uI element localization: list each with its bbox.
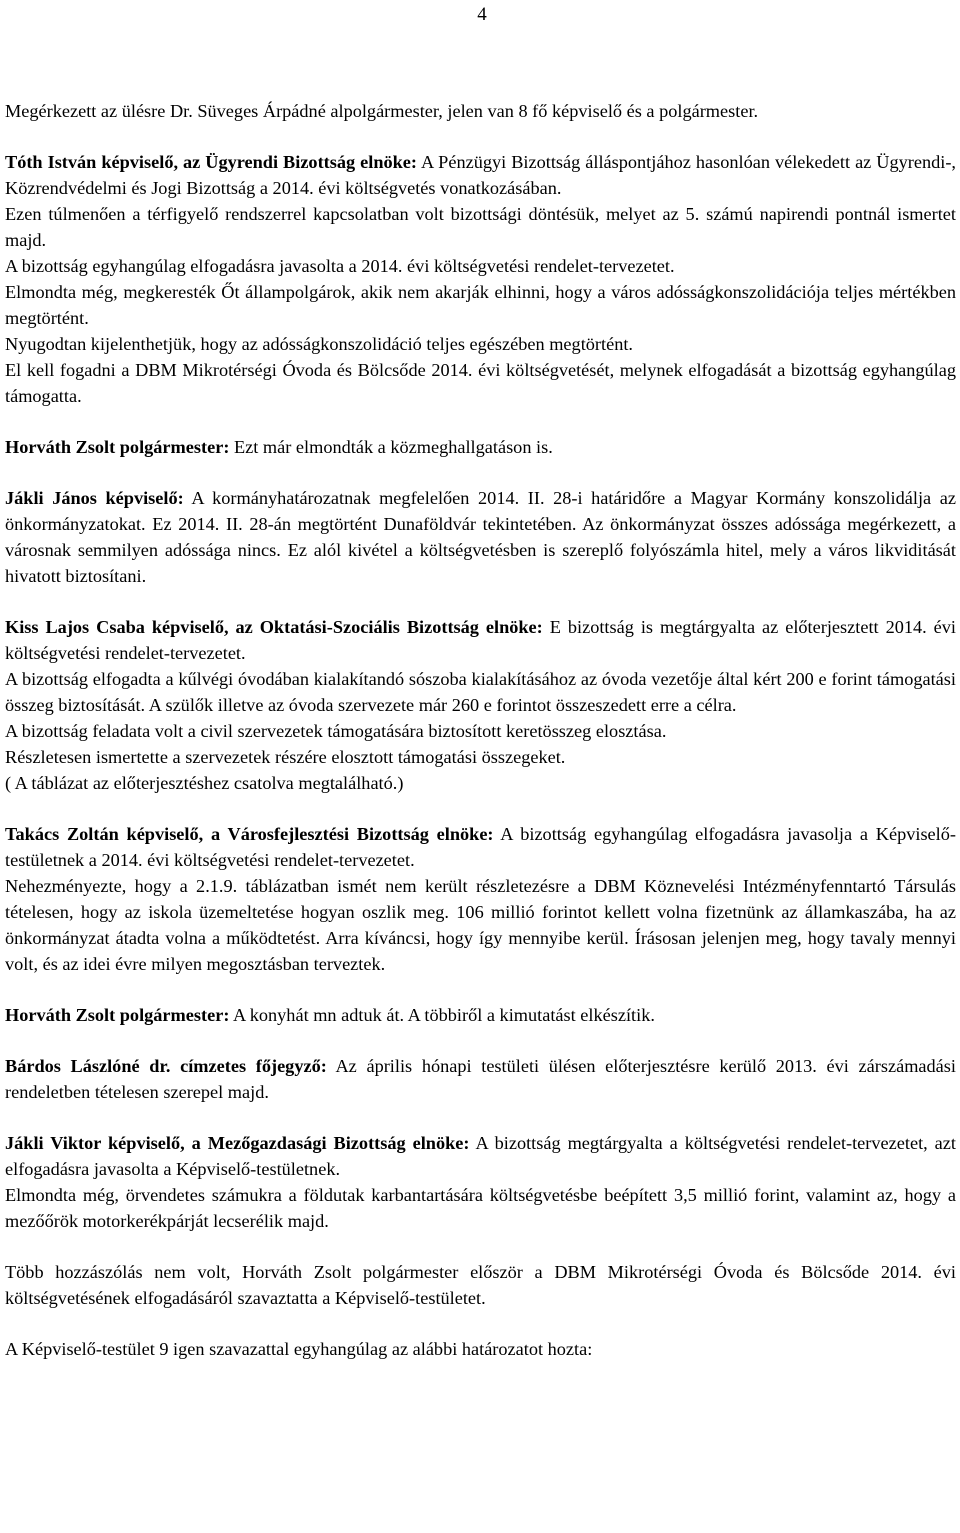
text-line: [5, 485, 956, 589]
text-line: [5, 331, 956, 357]
line-text: Részletesen ismertette a szervezetek részére elosztott támogatási összegeket.: [5, 747, 566, 767]
line-text: Elmondta még, megkeresték Őt állampolgárok, akik nem akarják elhinni, hogy a város adósságkonszolidációja teljes mértékben megtörtént.: [5, 282, 956, 328]
speaker-name: Tóth István képviselő, az Ügyrendi Bizottság elnöke:: [5, 152, 418, 172]
speaker-name: Takács Zoltán képviselő, a Városfejlesztési Bizottság elnöke:: [5, 824, 494, 844]
line-text: El kell fogadni a DBM Mikrotérségi Óvoda és Bölcsőde 2014. évi költségvetését, melynek elfogadását a bizottság egyhangúlag támogatta.: [5, 360, 956, 406]
text-line: [5, 666, 956, 718]
line-text: A bizottság megtárgyalta a költségvetési rendelet-tervezetet, azt elfogadásra javasolta a Képviselő-testületnek.: [5, 1133, 956, 1179]
speaker-name: Horváth Zsolt polgármester:: [5, 437, 230, 457]
paragraph: [5, 485, 956, 589]
text-line: [5, 770, 956, 796]
line-text: A Pénzügyi Bizottság álláspontjához hasonlóan vélekedett az Ügyrendi-, Közrendvédelmi és Jogi Bizottság a 2014. évi költségvetés vonatkozásában.: [5, 152, 956, 198]
page-number: 4: [477, 4, 487, 25]
text-line: [5, 1053, 956, 1105]
line-text: Ezen túlmenően a térfigyelő rendszerrel kapcsolatban volt bizottsági döntésük, melyet az 5. számú napirendi pontnál ismertet majd.: [5, 204, 956, 250]
text-line: [5, 1130, 956, 1182]
paragraph: [5, 1259, 956, 1311]
speaker-name: Jákli Viktor képviselő, a Mezőgazdasági Bizottság elnöke:: [5, 1133, 470, 1153]
line-text: Az április hónapi testületi ülésen előterjesztésre kerülő 2013. évi zárszámadási rendeletben tételesen szerepel majd.: [5, 1056, 956, 1102]
line-text: Elmondta még, örvendetes számukra a földutak karbantartására költségvetésbe beépített 3,5 millió forint, valamint az, hogy a mezőőrök motorkerékpárját lecserélik majd.: [5, 1185, 956, 1231]
text-line: [5, 1336, 956, 1362]
text-line: [5, 253, 956, 279]
line-text: A konyhát mn adtuk át. A többiről a kimutatást elkészítik.: [229, 1005, 655, 1025]
text-line: [5, 873, 956, 977]
text-line: [5, 149, 956, 201]
text-line: [5, 1002, 956, 1028]
text-line: [5, 279, 956, 331]
paragraph: [5, 821, 956, 977]
line-text: A bizottság egyhangúlag elfogadásra javasolta a 2014. évi költségvetési rendelet-tervezetet.: [5, 256, 675, 276]
line-text: Több hozzászólás nem volt, Horváth Zsolt polgármester először a DBM Mikrotérségi Óvoda és Bölcsőde 2014. évi költségvetésének elfogadásáról szavaztatta a Képviselő-testületet.: [5, 1262, 956, 1308]
speaker-name: Kiss Lajos Csaba képviselő, az Oktatási-Szociális Bizottság elnöke:: [5, 617, 543, 637]
text-line: [5, 434, 956, 460]
text-line: [5, 357, 956, 409]
text-line: [5, 821, 956, 873]
line-text: A kormányhatározatnak megfelelően 2014. II. 28-i határidőre a Magyar Kormány konszolidálja az önkormányzatokat. Ez 2014. II. 28-án megtörtént Dunaföldvár tekintetében. Az önkormányzat összes adóssága megérkezett, a városnak semmilyen adóssága nincs. Ez alól kivétel a költségvetésben is szereplő folyószámla hitel, mely a város likviditását hivatott biztosítani.: [5, 488, 956, 586]
line-text: Nyugodtan kijelenthetjük, hogy az adósságkonszolidáció teljes egészében megtörtént.: [5, 334, 633, 354]
speaker-name: Bárdos Lászlóné dr. címzetes főjegyző:: [5, 1056, 327, 1076]
paragraph: [5, 1002, 956, 1028]
paragraph: [5, 98, 956, 124]
line-text: Megérkezett az ülésre Dr. Süveges Árpádné alpolgármester, jelen van 8 fő képviselő és a polgármester.: [5, 101, 759, 121]
text-line: [5, 1259, 956, 1311]
paragraph: [5, 1336, 956, 1362]
document-body: [5, 98, 956, 1362]
speaker-name: Horváth Zsolt polgármester:: [5, 1005, 230, 1025]
speaker-name: Jákli János képviselő:: [5, 488, 184, 508]
text-line: [5, 744, 956, 770]
paragraph: [5, 149, 956, 409]
line-text: A bizottság egyhangúlag elfogadásra javasolja a Képviselő-testületnek a 2014. évi költségvetési rendelet-tervezetet.: [5, 824, 956, 870]
paragraph: [5, 1053, 956, 1105]
line-text: A Képviselő-testület 9 igen szavazattal egyhangúlag az alábbi határozatot hozta:: [5, 1339, 593, 1359]
text-line: [5, 201, 956, 253]
paragraph: [5, 434, 956, 460]
line-text: Nehezményezte, hogy a 2.1.9. táblázatban ismét nem került részletezésre a DBM Köznevelési Intézményfenntartó Társulás tételesen, hogy az iskola üzemeltetése hogyan oszlik meg. 106 millió forintot kellett volna fizetnünk az államkaszába, ha az önkormányzat átadta volna a működtetést. Arra kíváncsi, hogy így mennyibe kerül. Írásosan jelenjen meg, hogy tavaly mennyi volt, és az idei évre milyen megosztásban terveztek.: [5, 876, 956, 974]
line-text: A bizottság feladata volt a civil szervezetek támogatására biztosított keretösszeg elosztása.: [5, 721, 667, 741]
line-text: Ezt már elmondták a közmeghallgatáson is.: [229, 437, 553, 457]
line-text: ( A táblázat az előterjesztéshez csatolva megtalálható.): [5, 773, 404, 793]
line-text: E bizottság is megtárgyalta az előterjesztett 2014. évi költségvetési rendelet-tervezetet.: [5, 617, 956, 663]
line-text: A bizottság elfogadta a kűlvégi óvodában kialakítandó sószoba kialakításához az óvoda vezetője által kért 200 e forint támogatási összeg biztosítását. A szülők illetve az óvoda szervezete már 260 e forintot összeszedett erre a célra.: [5, 669, 956, 715]
text-line: [5, 1182, 956, 1234]
paragraph: [5, 614, 956, 796]
text-line: [5, 718, 956, 744]
paragraph: [5, 1130, 956, 1234]
text-line: [5, 614, 956, 666]
text-line: [5, 98, 956, 124]
